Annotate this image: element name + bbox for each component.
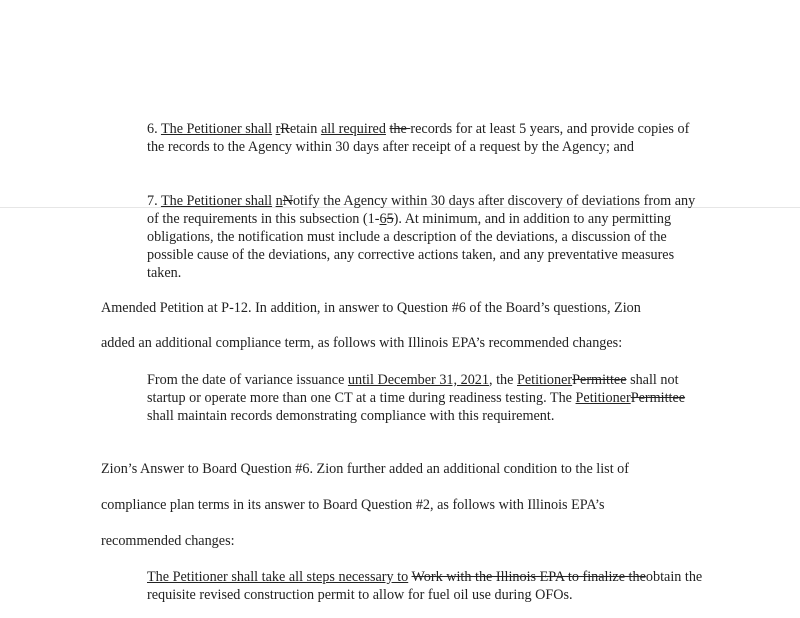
body-text: From the date of variance issuance xyxy=(147,372,348,388)
inserted-text: 6 xyxy=(379,211,387,227)
body-text: etain xyxy=(289,121,321,137)
inserted-text: The Petitioner shall take all steps necessary to xyxy=(147,569,409,585)
inserted-text: Petitioner xyxy=(575,390,631,406)
deleted-text: Permittee xyxy=(572,372,627,388)
deleted-text: N xyxy=(282,193,293,209)
inserted-text: The Petitioner shall xyxy=(160,193,273,209)
item-number: 6. xyxy=(147,121,161,137)
body-text: obtain the requisite revised construction permit to allow for fuel oil use during OFOs. xyxy=(147,569,703,603)
body-text: shall not startup or operate more than one CT at a time during readiness testing. The xyxy=(147,372,679,406)
deleted-text: R xyxy=(280,121,290,137)
deleted-text: Permittee xyxy=(630,390,686,406)
inserted-text: The Petitioner shall xyxy=(160,121,273,137)
item-number: 7. xyxy=(147,193,161,209)
inserted-text: until December 31, 2021 xyxy=(347,372,489,388)
body-text: records for at least 5 years, and provide copies of the records to the Agency within 30 days after receipt of a request by the Agency; and xyxy=(147,121,690,155)
deleted-text: Work with the Illinois EPA to finalize the xyxy=(411,569,646,585)
deleted-text: 5 xyxy=(386,211,394,227)
body-text: otify the Agency within 30 days after discovery of deviations from any of the requirements in this subsection (1- xyxy=(147,193,696,227)
compliance-term-quote xyxy=(147,371,709,425)
inserted-text: all required xyxy=(320,121,386,137)
body-paragraph-line: added an additional compliance term, as follows with Illinois EPA’s recommended changes: xyxy=(101,335,623,351)
inserted-text: r xyxy=(275,121,281,137)
compliance-condition-quote xyxy=(147,568,709,604)
body-paragraph-line: Amended Petition at P-12. In addition, in answer to Question #6 of the Board’s questions, Zion xyxy=(101,300,641,316)
body-text: shall maintain records demonstrating compliance with this requirement. xyxy=(147,408,555,424)
body-paragraph-line: compliance plan terms in its answer to Board Question #2, as follows with Illinois EPA’s xyxy=(101,497,605,513)
compliance-term-6 xyxy=(147,120,709,156)
body-paragraph-line: Zion’s Answer to Board Question #6. Zion further added an additional condition to the list of xyxy=(101,461,629,477)
body-text: , the xyxy=(488,372,517,388)
inserted-text: n xyxy=(275,193,283,209)
compliance-term-7 xyxy=(147,192,709,282)
inserted-text: Petitioner xyxy=(516,372,573,388)
deleted-text: the xyxy=(389,121,411,137)
body-paragraph-line: recommended changes: xyxy=(101,533,235,549)
body-text: ). At minimum, and in addition to any permitting obligations, the notification must include a description of the deviations, a discussion of the possible cause of the deviations, any corrective actions taken, and any preventative measures taken. xyxy=(147,211,675,281)
